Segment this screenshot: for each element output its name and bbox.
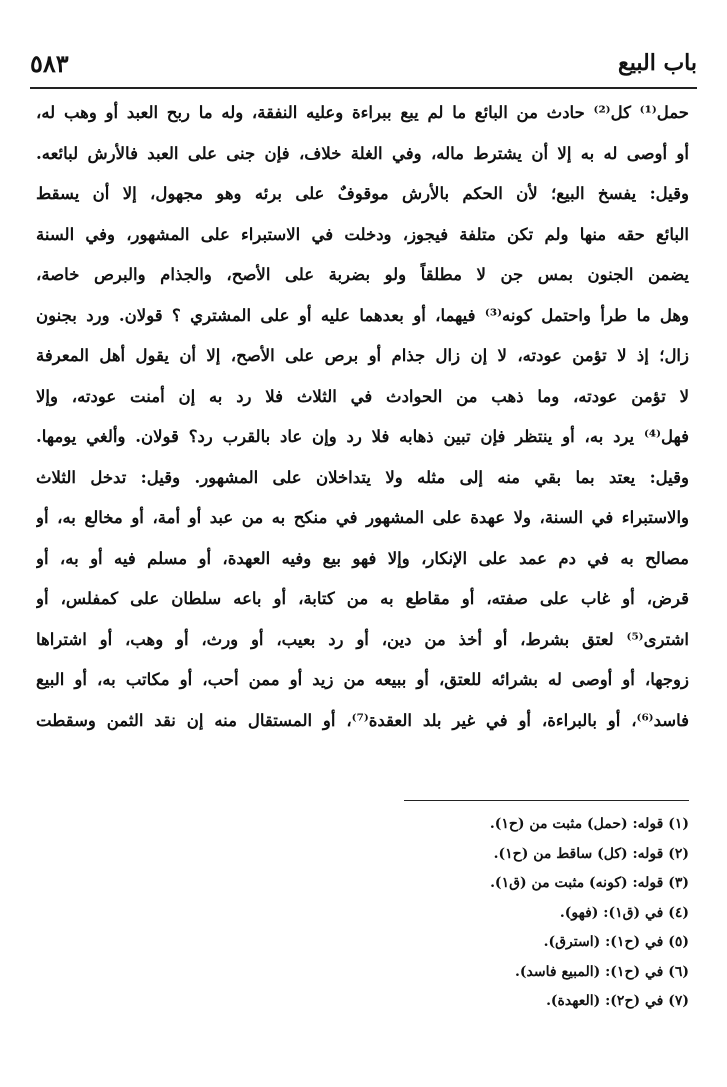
footnote-5: (٥) في (ح١): (استرق). bbox=[543, 934, 689, 950]
page-number: ٥٨٣ bbox=[30, 48, 69, 78]
text-line: اشترى⁽⁵⁾ لعتق بشرط، أو أخذ من دين، أو رد بعيب، أو ورث، أو وهب، أو اشتراها bbox=[36, 629, 689, 649]
footnote-3: (٣) قوله: (كونه) مثبت من (ق١). bbox=[490, 875, 689, 891]
header-rule bbox=[30, 87, 697, 89]
text-line: مصالح به في دم عمد على الإنكار، وإلا فهو بيع وفيه العهدة، أو مسلم فيه أو به، أو bbox=[36, 548, 689, 568]
text-line: وقيل: يعتد بما بقي منه إلى مثله ولا يتداخلان على المشهور. وقيل: تدخل الثلاث bbox=[36, 467, 689, 487]
footnote-2: (٢) قوله: (كل) ساقط من (ح١). bbox=[493, 845, 689, 862]
text-line: لا تؤمن عودته، وما ذهب من الحوادث في الثلاث فلا رد به إن أمنت عودته، وإلا bbox=[36, 386, 689, 406]
text-line: وقيل: يفسخ البيع؛ لأن الحكم بالأرش موقوفٌ على برئه وهو مجهول، إلا أن يسقط bbox=[36, 184, 689, 203]
text-line: حمل⁽¹⁾ كل⁽²⁾ حادث من البائع ما لم يبع ببراءة وعليه النفقة، وله ما ربح العبد أو وهب له، bbox=[36, 103, 689, 122]
text-line: البائع حقه منها ولم تكن متلفة فيجوز، ودخلت في الاستبراء على المشهور، وفي السنة bbox=[36, 224, 689, 244]
footnote-4: (٤) في (ق١): (فهو). bbox=[559, 904, 689, 921]
text-line: قرض، أو غاب على صفته، أو مقاطع به من كتابة، أو باعه سلطان على كمفلس، أو bbox=[36, 589, 689, 608]
footnote-rule bbox=[404, 800, 689, 801]
text-line: زوجها، أو أوصى له بشرائه للعتق، أو ببيعه من زيد أو ممن أحب، أو مكاتب به، أو البيع bbox=[36, 670, 689, 689]
footnote-7: (٧) في (ح٢): (العهدة). bbox=[546, 993, 689, 1009]
footnote-1: (١) قوله: (حمل) مثبت من (ح١). bbox=[489, 816, 689, 832]
main-text bbox=[36, 93, 689, 741]
footnote-6: (٦) في (ح١): (المبيع فاسد). bbox=[515, 963, 689, 980]
text-line: وهل ما طرأ واحتمل كونه⁽³⁾ فيهما، أو بعدهما عليه أو على المشتري ؟ قولان. ورد بجنون bbox=[36, 305, 689, 325]
text-line: يضمن الجنون بمس جن لا مطلقاً ولو بضربة على الأصح، والجذام والبرص خاصة، bbox=[36, 265, 689, 284]
page-header bbox=[30, 40, 697, 86]
text-line: والاستبراء في السنة، ولا عهدة على المشهور في منكح به من عبد أو أمة، أو مخالع به، أو bbox=[36, 508, 689, 527]
text-line: أو أوصى له به إلا أن يشترط ماله، وفي الغلة خلاف، فإن جنى على العبد فالأرش لبائعه. bbox=[36, 143, 689, 163]
text-line: فاسد⁽⁶⁾، أو بالبراءة، أو في غير بلد العقدة⁽⁷⁾، أو المستقال منه إن نقد الثمن وسقطت bbox=[36, 710, 689, 730]
text-line: زال؛ إذ لا تؤمن عودته، لا إن زال جذام أو برص على الأصح، إلا أن يقول أهل المعرفة bbox=[36, 346, 689, 365]
section-title: باب البيع bbox=[618, 50, 697, 76]
footnotes bbox=[240, 810, 689, 1017]
text-line: فهل⁽⁴⁾ يرد به، أو ينتظر فإن تبين ذهابه فلا رد وإن عاد بالقرب رد؟ قولان. وألغي يومها. bbox=[36, 427, 689, 446]
